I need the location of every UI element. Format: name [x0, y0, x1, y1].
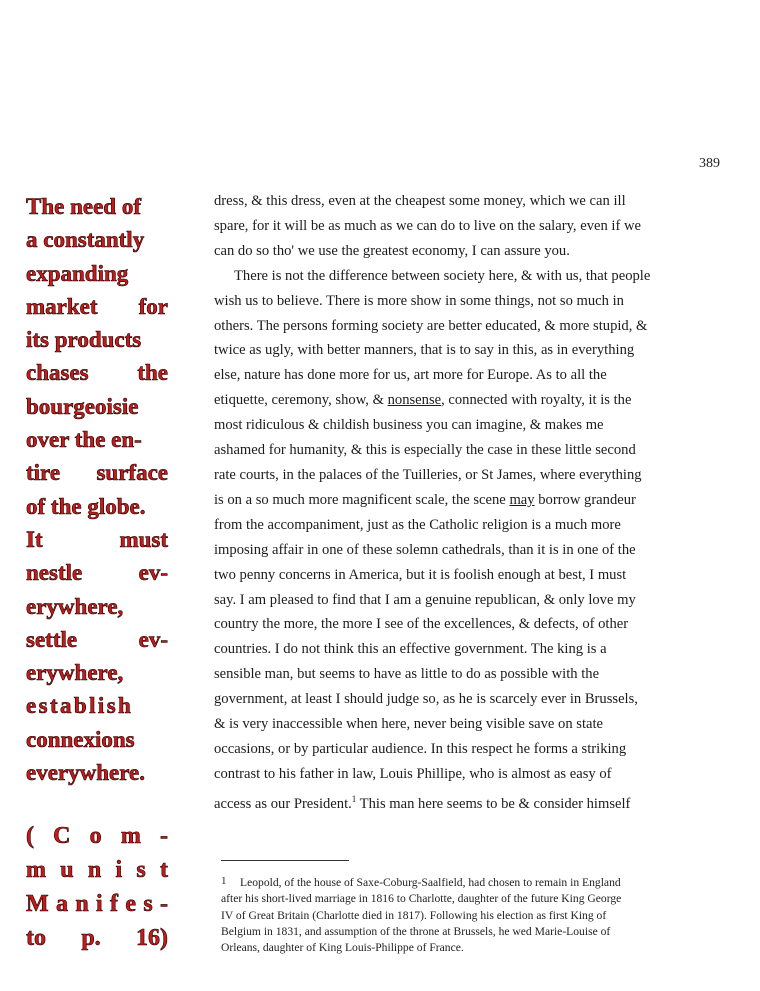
body-line [214, 388, 722, 413]
footnote-mark: 1 [221, 875, 227, 887]
sidebar-word: surface [96, 460, 168, 486]
sidebar-citation-glyph: s [143, 891, 153, 918]
sidebar-word: ev- [138, 560, 168, 586]
text-run: access as our President. [214, 795, 352, 812]
text-run: This man here seems to be & consider himself [356, 795, 631, 812]
body-line: most ridiculous & childish business you can imagine, & makes me [214, 417, 604, 434]
body-line: else, nature has done more for us, art more for Europe. As to all the [214, 367, 607, 384]
sidebar-line: of the globe. [26, 493, 146, 519]
body-line: from the accompaniment, just as the Catholic religion is a much more [214, 516, 621, 533]
body-line: contrast to his father in law, Louis Phillipe, who is almost as easy of [214, 765, 612, 782]
sidebar-line: establish [26, 693, 134, 719]
body-line: ashamed for humanity, & this is especially the case in these little second [214, 442, 636, 459]
sidebar-citation-glyph: 16) [135, 925, 168, 952]
footnote-divider [221, 860, 349, 861]
sidebar-word: the [137, 360, 168, 386]
body-line [214, 488, 722, 513]
body-line: dress, & this dress, even at the cheapest some money, which we can ill [214, 193, 626, 209]
letter-body [214, 189, 722, 817]
body-line: imposing affair in one of these solemn cathedrals, than it is in one of the [214, 541, 636, 558]
sidebar-citation-glyph: n [87, 857, 102, 884]
text-run: Leopold, of the house of Saxe-Coburg-Saalfield, had chosen to remain in England [240, 876, 621, 889]
footnote-reference: 1 [351, 793, 357, 804]
sidebar-line [26, 356, 168, 389]
sidebar-citation-glyph: to [26, 925, 46, 952]
sidebar-citation-glyph: M [26, 891, 49, 918]
sidebar-citation-glyph: t [159, 857, 168, 884]
sidebar-citation-line [26, 887, 168, 921]
sidebar-line: its products [26, 327, 142, 353]
body-line: countries. I do not think this an effective government. The king is a [214, 641, 607, 658]
text-run: , connected with royalty, it is the [441, 392, 632, 409]
sidebar-word: chases [26, 360, 89, 386]
sidebar-citation-glyph: n [75, 891, 89, 918]
sidebar-citation-glyph: o [89, 823, 102, 850]
text-run: is on a so much more magnificent scale, the scene [214, 491, 510, 508]
body-line: others. The persons forming society are better educated, & more stupid, & [214, 317, 648, 334]
body-line [214, 787, 722, 817]
sidebar-line [26, 623, 168, 656]
body-line: occasions, or by particular audience. In this respect he forms a striking [214, 740, 627, 757]
sidebar-citation-glyph: e [125, 891, 136, 918]
sidebar-quote [26, 190, 168, 955]
body-line: spare, for it will be as much as we can do to live on the salary, even if we [214, 217, 641, 234]
footnote-line: after his short-lived marriage in 1816 to Charlotte, daughter of the future King George [221, 892, 622, 906]
sidebar-line: expanding [26, 260, 129, 286]
sidebar-word: for [138, 293, 168, 319]
sidebar-citation-glyph: - [159, 891, 168, 918]
body-line: say. I am pleased to find that I am a genuine republican, & only love my [214, 591, 636, 608]
sidebar-line [26, 556, 168, 589]
sidebar-word: must [119, 526, 168, 552]
footnote-line [221, 873, 721, 891]
body-line: sensible man, but seems to have as little to do as possible with the [214, 666, 600, 683]
sidebar-citation-glyph: - [159, 823, 168, 850]
sidebar-citation-glyph: C [53, 823, 71, 850]
sidebar-citation-glyph: u [60, 857, 74, 884]
body-line: government, at least I should judge so, as he is scarcely ever in Brussels, [214, 691, 638, 708]
sidebar-citation-glyph: m [26, 857, 46, 884]
sidebar-line: bourgeoisie [26, 393, 139, 419]
sidebar-word: tire [26, 460, 61, 486]
sidebar-line [26, 456, 168, 489]
text-run: borrow grandeur [534, 491, 636, 508]
sidebar-citation-glyph: s [136, 857, 146, 884]
sidebar-citation-glyph: m [120, 823, 141, 850]
body-line: rate courts, in the palaces of the Tuilleries, or St James, where everything [214, 466, 642, 483]
sidebar-line: a constantly [26, 227, 145, 253]
footnote-line: Belgium in 1831, and assumption of the throne at Brussels, he wed Marie-Louise of [221, 924, 611, 938]
sidebar-line: The need of [26, 194, 141, 219]
sidebar-citation-line [26, 819, 168, 853]
sidebar-line: over the en- [26, 427, 142, 453]
sidebar-citation-glyph: p. [81, 925, 101, 952]
footnote [221, 873, 721, 956]
sidebar-line: connexions [26, 726, 135, 752]
sidebar-citation-line [26, 921, 168, 955]
sidebar-line: erywhere, [26, 660, 124, 686]
sidebar-citation-line [26, 853, 168, 887]
footnote-line: Orleans, daughter of King Louis-Philippe of France. [221, 941, 464, 955]
body-line: twice as ugly, with better manners, that is to say in this, as in everything [214, 342, 635, 359]
sidebar-citation-glyph: i [115, 857, 123, 884]
body-line: country the more, the more I see of the excellences, & defects, of other [214, 616, 629, 633]
sidebar-word: market [26, 293, 98, 319]
sidebar-citation-glyph: i [96, 891, 103, 918]
body-line: wish us to believe. There is more show in some things, not so much in [214, 292, 624, 309]
sidebar-line: everywhere. [26, 760, 145, 786]
text-run: etiquette, ceremony, show, & [214, 392, 388, 409]
body-line: two penny concerns in America, but it is foolish enough at best, I must [214, 566, 627, 583]
sidebar-citation-glyph: ( [26, 823, 34, 850]
sidebar-word: settle [26, 626, 78, 652]
sidebar-word: It [26, 526, 43, 552]
body-line: & is very inaccessible when here, never being visible save on state [214, 716, 604, 733]
sidebar-citation-glyph: f [110, 891, 118, 918]
sidebar-word: nestle [26, 560, 83, 586]
body-line: There is not the difference between society here, & with us, that people [234, 267, 651, 284]
body-line: can do so tho' we use the greatest economy, I can assure you. [214, 242, 570, 259]
page-number: 389 [699, 156, 720, 171]
sidebar-line [26, 523, 168, 556]
sidebar-line [26, 290, 168, 323]
sidebar-citation-glyph: a [55, 891, 68, 918]
sidebar-word: ev- [138, 626, 168, 652]
sidebar-line: erywhere, [26, 593, 124, 619]
underlined-word: may [509, 491, 535, 508]
underlined-word: nonsense [387, 392, 442, 409]
footnote-line: IV of Great Britain (Charlotte died in 1817). Following his election as first King of [221, 908, 607, 922]
